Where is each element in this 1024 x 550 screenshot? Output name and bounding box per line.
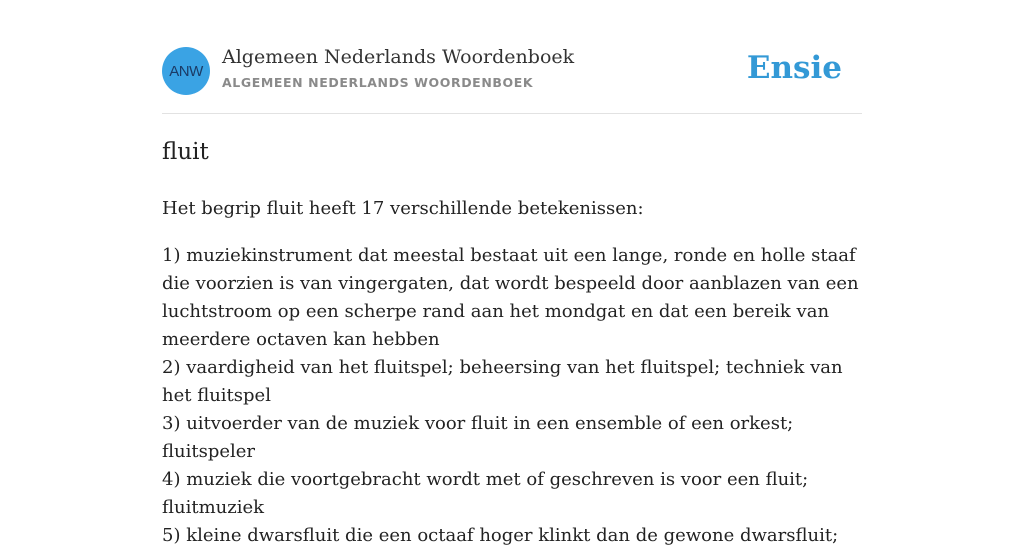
meaning-item-1: 1) muziekinstrument dat meestal bestaat uit een lange, ronde en holle staaf die voorzien is van vingergaten, dat wordt bespeeld door aanblazen van een luchtstroom op een scherpe rand aan het mondgat en dat een bereik van meerdere octaven kan hebben xyxy=(162,245,859,350)
entry-content xyxy=(162,135,862,550)
source-logo[interactable] xyxy=(162,47,210,95)
entry-term: fluit xyxy=(162,139,209,165)
source-subtitle: ALGEMEEN NEDERLANDS WOORDENBOEK xyxy=(222,75,534,90)
meaning-item-5: 5) kleine dwarsfluit die een octaaf hoger klinkt dan de gewone dwarsfluit; xyxy=(162,525,839,546)
source-logo-text: ANW xyxy=(169,62,203,80)
source-title[interactable]: Algemeen Nederlands Woordenboek xyxy=(222,46,575,68)
entry-intro: Het begrip fluit heeft 17 verschillende betekenissen: xyxy=(162,198,644,219)
meaning-item-4: 4) muziek die voortgebracht wordt met of geschreven is voor een fluit; fluitmuziek xyxy=(162,469,809,518)
ensie-logo[interactable]: Ensie xyxy=(746,50,842,86)
meaning-item-2: 2) vaardigheid van het fluitspel; beheersing van het fluitspel; techniek van het fluitspel xyxy=(162,357,843,406)
meaning-item-3: 3) uitvoerder van de muziek voor fluit in een ensemble of een orkest; fluitspeler xyxy=(162,413,794,462)
source-header xyxy=(162,44,862,114)
meaning-list xyxy=(162,242,862,550)
